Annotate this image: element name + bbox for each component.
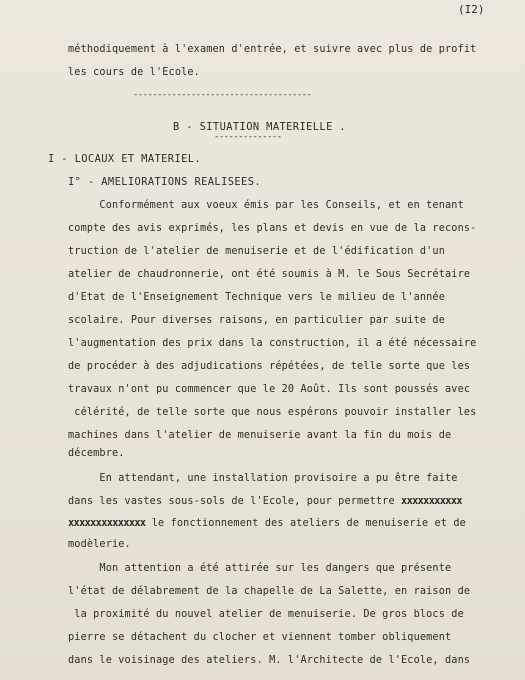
heading-ameliorations: I° - AMELIORATIONS REALISEES. [68, 176, 262, 188]
paragraph-2-line: En attendant, une installation provisoire a pu être faite [68, 473, 458, 484]
section-title: B - SITUATION MATERIELLE . [173, 121, 347, 133]
heading-locaux-materiel: I - LOCAUX ET MATERIEL. [48, 153, 202, 165]
paragraph-3-line: dans le voisinage des ateliers. M. l'Architecte de l'Ecole, dans [68, 655, 471, 666]
section-divider: ------------------------------------- [133, 90, 312, 100]
paragraph-3-line: l'état de délabrement de la chapelle de La Salette, en raison de [68, 586, 471, 597]
paragraph-1-line: d'Etat de l'Enseignement Technique vers le milieu de l'année [68, 292, 446, 303]
paragraph-1-line: compte des avis exprimés, les plans et devis en vue de la recons- [68, 223, 477, 234]
paragraph-1-line: décembre. [68, 448, 125, 459]
paragraph-1-line: Conformément aux voeux émis par les Conseils, et en tenant [68, 200, 464, 211]
paragraph-1-line: truction de l'atelier de menuiserie et de l'édification d'un [68, 246, 446, 257]
paragraph-2-text: le fonctionnement des ateliers de menuiserie et de [145, 518, 466, 529]
paragraph-1-line: travaux n'ont pu commencer que le 20 Août. Ils sont poussés avec [68, 384, 471, 395]
paragraph-3-line: pierre se détachent du clocher et viennent tomber obliquement [68, 632, 452, 643]
struck-out-text: xxxxxxxxxxxxxx [68, 518, 146, 529]
paragraph-1-line: machines dans l'atelier de menuiserie avant la fin du mois de [68, 430, 452, 441]
intro-line-2: les cours de l'Ecole. [68, 67, 200, 78]
paragraph-3-line: Mon attention a été attirée sur les dangers que présente [68, 563, 452, 574]
intro-line-1: méthodiquement à l'examen d'entrée, et suivre avec plus de profit [68, 44, 477, 55]
paragraph-2-text: dans les vastes sous-sols de l'Ecole, pour permettre [68, 496, 402, 507]
paragraph-2-line: modèlerie. [68, 539, 131, 550]
page-number: (I2) [458, 3, 485, 16]
struck-out-text: xxxxxxxxxxx [401, 496, 462, 507]
section-title-underline: -------------- [214, 132, 282, 142]
paragraph-1-line: l'augmentation des prix dans la construction, il a été nécessaire [68, 338, 477, 349]
paragraph-1-line: célérité, de telle sorte que nous espérons pouvoir installer les [68, 407, 477, 418]
paragraph-1-line: de procéder à des adjudications répétées, de telle sorte que les [68, 361, 471, 372]
paragraph-1-line: scolaire. Pour diverses raisons, en particulier par suite de [68, 315, 446, 326]
paragraph-2-line [68, 495, 462, 508]
paragraph-3-line: la proximité du nouvel atelier de menuiserie. De gros blocs de [68, 609, 464, 620]
paragraph-2-line [68, 517, 466, 530]
paragraph-1-line: atelier de chaudronnerie, ont été soumis à M. le Sous Secrétaire [68, 269, 471, 280]
